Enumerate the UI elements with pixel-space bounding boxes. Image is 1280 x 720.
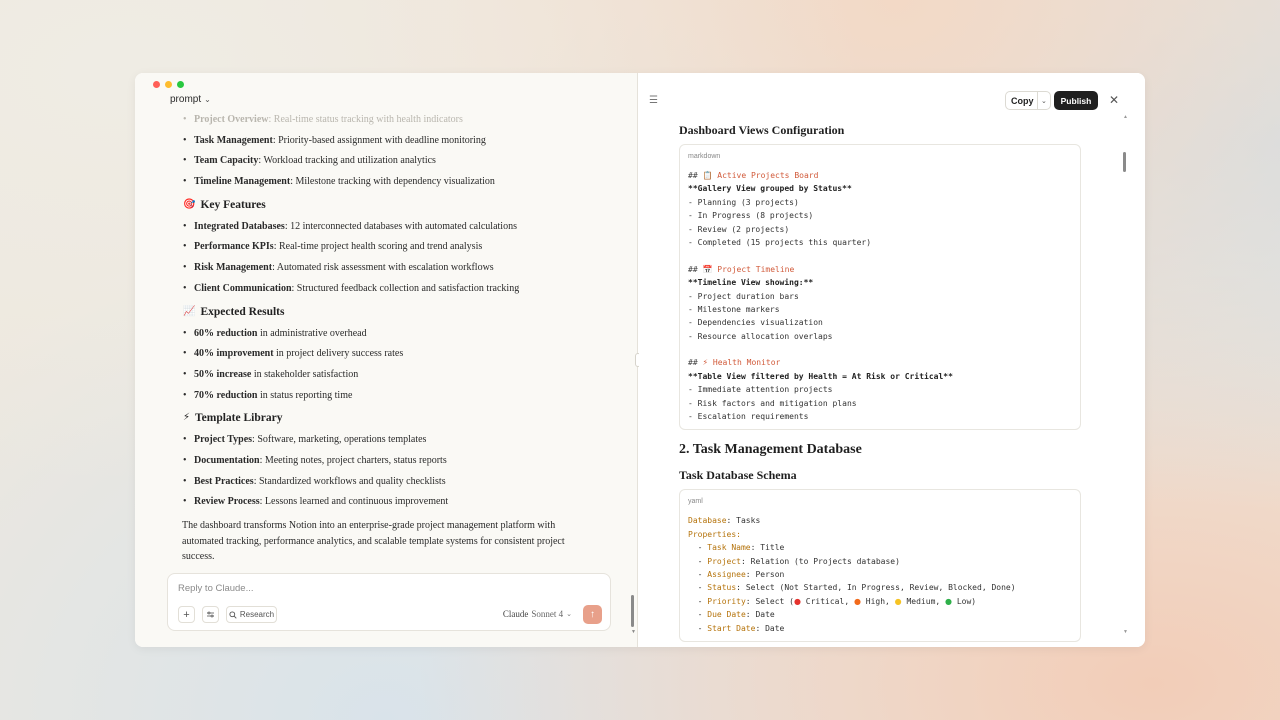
list-item bbox=[182, 451, 602, 472]
code-line: - Risk factors and mitigation plans bbox=[688, 398, 857, 408]
yaml-key: Task Name bbox=[707, 543, 751, 553]
list-item-bold: 60% reduction bbox=[194, 327, 258, 339]
list-item-bold: Review Process bbox=[194, 496, 260, 508]
code-line-heading: ## ⚡ Health Monitor bbox=[688, 358, 781, 368]
code-line: - Resource allocation overlaps bbox=[688, 331, 833, 341]
code-line-blank bbox=[688, 343, 1072, 356]
code-language-label: yaml bbox=[688, 498, 703, 506]
code-line: - Escalation requirements bbox=[688, 412, 809, 422]
yaml-value: Select (Not Started, In Progress, Review, Blocked, Done) bbox=[745, 583, 1016, 593]
code-line: - Status: Select (Not Started, In Progress, Review, Blocked, Done) bbox=[688, 583, 1016, 593]
scroll-down-arrow-icon[interactable]: ▼ bbox=[631, 629, 636, 635]
publish-button[interactable]: Publish bbox=[1054, 91, 1098, 110]
research-button[interactable] bbox=[226, 606, 277, 623]
code-line-heading: ## 📅 Project Timeline bbox=[688, 264, 795, 274]
section-heading bbox=[182, 406, 602, 430]
list-item-text: : Milestone tracking with dependency visualization bbox=[290, 176, 495, 188]
chevron-down-icon[interactable]: ⌄ bbox=[1041, 97, 1047, 105]
code-line: - Task Name: Title bbox=[688, 543, 785, 553]
lightning-icon: ⚡ bbox=[183, 412, 191, 424]
code-line: - Due Date: Date bbox=[688, 610, 775, 620]
code-line: **Table View filtered by Health = At Risk or Critical** bbox=[688, 371, 953, 381]
list-item bbox=[182, 324, 602, 345]
list-item bbox=[182, 365, 602, 386]
code-line: Properties: bbox=[688, 529, 741, 539]
artifact-content bbox=[679, 120, 1081, 642]
code-language-label: markdown bbox=[688, 153, 721, 160]
yaml-value: Title bbox=[760, 543, 785, 553]
list-item-text: : Workload tracking and utilization analytics bbox=[258, 155, 436, 167]
code-line: - Review (2 projects) bbox=[688, 224, 790, 234]
send-button[interactable] bbox=[583, 605, 602, 624]
model-name: Claude bbox=[502, 609, 529, 619]
list-item bbox=[182, 386, 602, 407]
sliders-icon bbox=[206, 610, 215, 619]
artifact-scrollbar[interactable] bbox=[1123, 152, 1126, 172]
code-heading-text: Project Timeline bbox=[717, 264, 795, 274]
list-item-text: : Priority-based assignment with deadline monitoring bbox=[272, 134, 486, 146]
arrow-up-icon: ↑ bbox=[590, 609, 595, 620]
target-icon: 🎯 bbox=[183, 198, 196, 210]
code-heading-text: Health Monitor bbox=[712, 358, 781, 368]
heading-task-management-database: 2. Task Management Database bbox=[679, 442, 862, 458]
list-item-text: : Automated risk assessment with escalation workflows bbox=[272, 262, 494, 274]
heading-task-database-schema: Task Database Schema bbox=[679, 468, 797, 483]
calendar-icon: 📅 bbox=[702, 264, 713, 274]
yaml-key: Assignee bbox=[707, 569, 746, 579]
code-line: **Timeline View showing:** bbox=[688, 278, 814, 288]
code-line: - Immediate attention projects bbox=[688, 385, 833, 395]
code-line: Database: Tasks bbox=[688, 516, 761, 526]
list-item-bold: Integrated Databases bbox=[194, 220, 285, 232]
code-heading-text: Active Projects Board bbox=[717, 171, 819, 180]
scroll-up-arrow-icon[interactable]: ▲ bbox=[1123, 114, 1128, 120]
code-line: - In Progress (8 projects) bbox=[688, 211, 814, 221]
yaml-value: Date bbox=[755, 610, 775, 620]
section-title: Template Library bbox=[195, 412, 283, 425]
list-item-bold: Task Management bbox=[194, 134, 273, 146]
yaml-code-block[interactable] bbox=[679, 489, 1081, 642]
add-attachment-button[interactable] bbox=[178, 606, 195, 623]
model-version: Sonnet 4 bbox=[531, 609, 564, 619]
conversation-title: prompt bbox=[170, 94, 202, 105]
yaml-key: Status bbox=[707, 583, 737, 593]
yaml-key: Properties bbox=[688, 529, 737, 539]
list-item bbox=[182, 217, 602, 238]
code-line: - Planning (3 projects) bbox=[688, 197, 799, 207]
priority-label: Critical bbox=[805, 596, 845, 606]
chat-scrollbar[interactable] bbox=[631, 595, 634, 627]
code-line: - Completed (15 projects this quarter) bbox=[688, 237, 872, 247]
code-line-heading: ## 📋 Active Projects Board bbox=[688, 171, 819, 180]
code-line: - Assignee: Person bbox=[688, 569, 785, 579]
clipboard-icon: 📋 bbox=[702, 171, 713, 180]
tools-button[interactable] bbox=[202, 606, 219, 623]
priority-label: High bbox=[865, 596, 886, 606]
code-line: - Milestone markers bbox=[688, 304, 780, 314]
table-of-contents-icon[interactable]: ☰ bbox=[649, 95, 658, 106]
list-item-bold: Client Communication bbox=[194, 282, 292, 294]
section-heading bbox=[182, 193, 602, 217]
conversation-title-menu[interactable] bbox=[170, 94, 211, 105]
list-item-bold: Team Capacity bbox=[194, 155, 259, 167]
list-item bbox=[182, 237, 602, 258]
list-item bbox=[182, 131, 602, 152]
list-item bbox=[182, 279, 602, 300]
list-item-bold: 50% increase bbox=[194, 368, 252, 380]
lightning-icon: ⚡ bbox=[702, 358, 709, 368]
heading-dashboard-views: Dashboard Views Configuration bbox=[679, 123, 845, 137]
list-item bbox=[182, 172, 602, 193]
list-item-bold: Risk Management bbox=[194, 262, 273, 274]
list-item-bold: 40% improvement bbox=[194, 348, 274, 360]
research-label: Research bbox=[239, 610, 275, 619]
list-item-text: in status reporting time bbox=[257, 389, 353, 401]
section-title: Key Features bbox=[200, 198, 266, 211]
maximize-window-button[interactable] bbox=[177, 81, 184, 88]
priority-dot-icon: ● bbox=[945, 596, 953, 606]
reply-composer[interactable] bbox=[167, 573, 611, 631]
scroll-down-arrow-icon[interactable]: ▼ bbox=[1123, 629, 1128, 635]
priority-dot-icon: ● bbox=[853, 596, 861, 606]
yaml-value: Select ( bbox=[755, 596, 794, 606]
list-item-text: in administrative overhead bbox=[257, 327, 367, 339]
yaml-key: Priority bbox=[707, 596, 746, 606]
yaml-value: Relation (to Projects database) bbox=[750, 556, 900, 566]
yaml-value: Tasks bbox=[736, 516, 761, 526]
list-item-text: : Standardized workflows and quality checklists bbox=[253, 475, 446, 487]
yaml-value: ) bbox=[971, 596, 977, 606]
app-window bbox=[135, 73, 1145, 647]
artifact-pane bbox=[639, 73, 1145, 647]
code-line: - Dependencies visualization bbox=[688, 318, 823, 328]
list-item-text: : Structured feedback collection and satisfaction tracking bbox=[291, 282, 520, 294]
list-item-text: in stakeholder satisfaction bbox=[251, 368, 359, 380]
model-selector[interactable] bbox=[503, 609, 572, 619]
search-icon bbox=[229, 611, 237, 619]
close-icon[interactable]: ✕ bbox=[1109, 93, 1120, 107]
window-controls bbox=[153, 81, 184, 88]
priority-dot-icon: ● bbox=[793, 596, 801, 606]
priority-label: Medium bbox=[906, 596, 936, 606]
list-item bbox=[182, 258, 602, 279]
code-line: - Project duration bars bbox=[688, 291, 799, 301]
list-item-bold: 70% reduction bbox=[194, 389, 258, 401]
priority-label: Low bbox=[956, 596, 972, 606]
list-item-text: : 12 interconnected databases with automated calculations bbox=[284, 220, 517, 232]
reply-input[interactable]: Reply to Claude... bbox=[178, 583, 254, 594]
yaml-value: Person bbox=[755, 569, 785, 579]
copy-button[interactable] bbox=[1005, 91, 1051, 110]
plus-icon: + bbox=[183, 608, 190, 621]
list-item-text: : Lessons learned and continuous improvement bbox=[259, 496, 449, 508]
list-item-bold: Project Types bbox=[194, 434, 253, 446]
list-item-text: : Software, marketing, operations templates bbox=[252, 434, 427, 446]
list-item bbox=[182, 430, 602, 451]
markdown-code-block[interactable] bbox=[679, 144, 1081, 430]
list-item-bold: Project Overview bbox=[194, 114, 269, 125]
chart-increasing-icon: 📈 bbox=[183, 305, 196, 317]
chevron-down-icon: ⌄ bbox=[566, 610, 572, 618]
yaml-value: Date bbox=[765, 623, 785, 633]
section-heading bbox=[182, 300, 602, 324]
list-item-text: : Real-time project health scoring and trend analysis bbox=[273, 241, 483, 253]
list-item bbox=[182, 344, 602, 365]
code-line: - Project: Relation (to Projects database) bbox=[688, 556, 900, 566]
list-item bbox=[182, 492, 602, 513]
code-line: **Gallery View grouped by Status** bbox=[688, 184, 852, 194]
summary-paragraph: The dashboard transforms Notion into an enterprise-grade project management platform with automated tracking, performance analytics, and scalable template systems for consistent project success. bbox=[182, 520, 565, 562]
list-item-text: in project delivery success rates bbox=[273, 348, 404, 360]
yaml-key: Project bbox=[707, 556, 741, 566]
list-item-text: : Real-time status tracking with health indicators bbox=[268, 114, 463, 125]
code-line: - Start Date: Date bbox=[688, 623, 785, 633]
priority-dot-icon: ● bbox=[894, 596, 902, 606]
minimize-window-button[interactable] bbox=[165, 81, 172, 88]
list-item-text: : Meeting notes, project charters, status reports bbox=[259, 454, 447, 466]
list-item bbox=[182, 110, 602, 131]
yaml-key: Start Date bbox=[707, 623, 756, 633]
copy-label: Copy bbox=[1011, 95, 1034, 106]
yaml-key: Due Date bbox=[707, 610, 746, 620]
list-item-bold: Timeline Management bbox=[194, 176, 291, 188]
list-item-bold: Performance KPIs bbox=[194, 241, 274, 253]
yaml-key: Database bbox=[688, 516, 727, 526]
list-item bbox=[182, 472, 602, 493]
chevron-down-icon: ⌄ bbox=[204, 95, 211, 104]
list-item-bold: Best Practices bbox=[194, 475, 254, 487]
code-line-blank bbox=[688, 249, 1072, 262]
list-item bbox=[182, 151, 602, 172]
chat-pane bbox=[135, 73, 638, 647]
close-window-button[interactable] bbox=[153, 81, 160, 88]
chat-message bbox=[182, 110, 602, 565]
code-line: - Priority: Select (● Critical, ● High, ● Medium, ● Low) bbox=[688, 596, 977, 606]
section-title: Expected Results bbox=[200, 305, 285, 318]
list-item-bold: Documentation bbox=[194, 454, 260, 466]
